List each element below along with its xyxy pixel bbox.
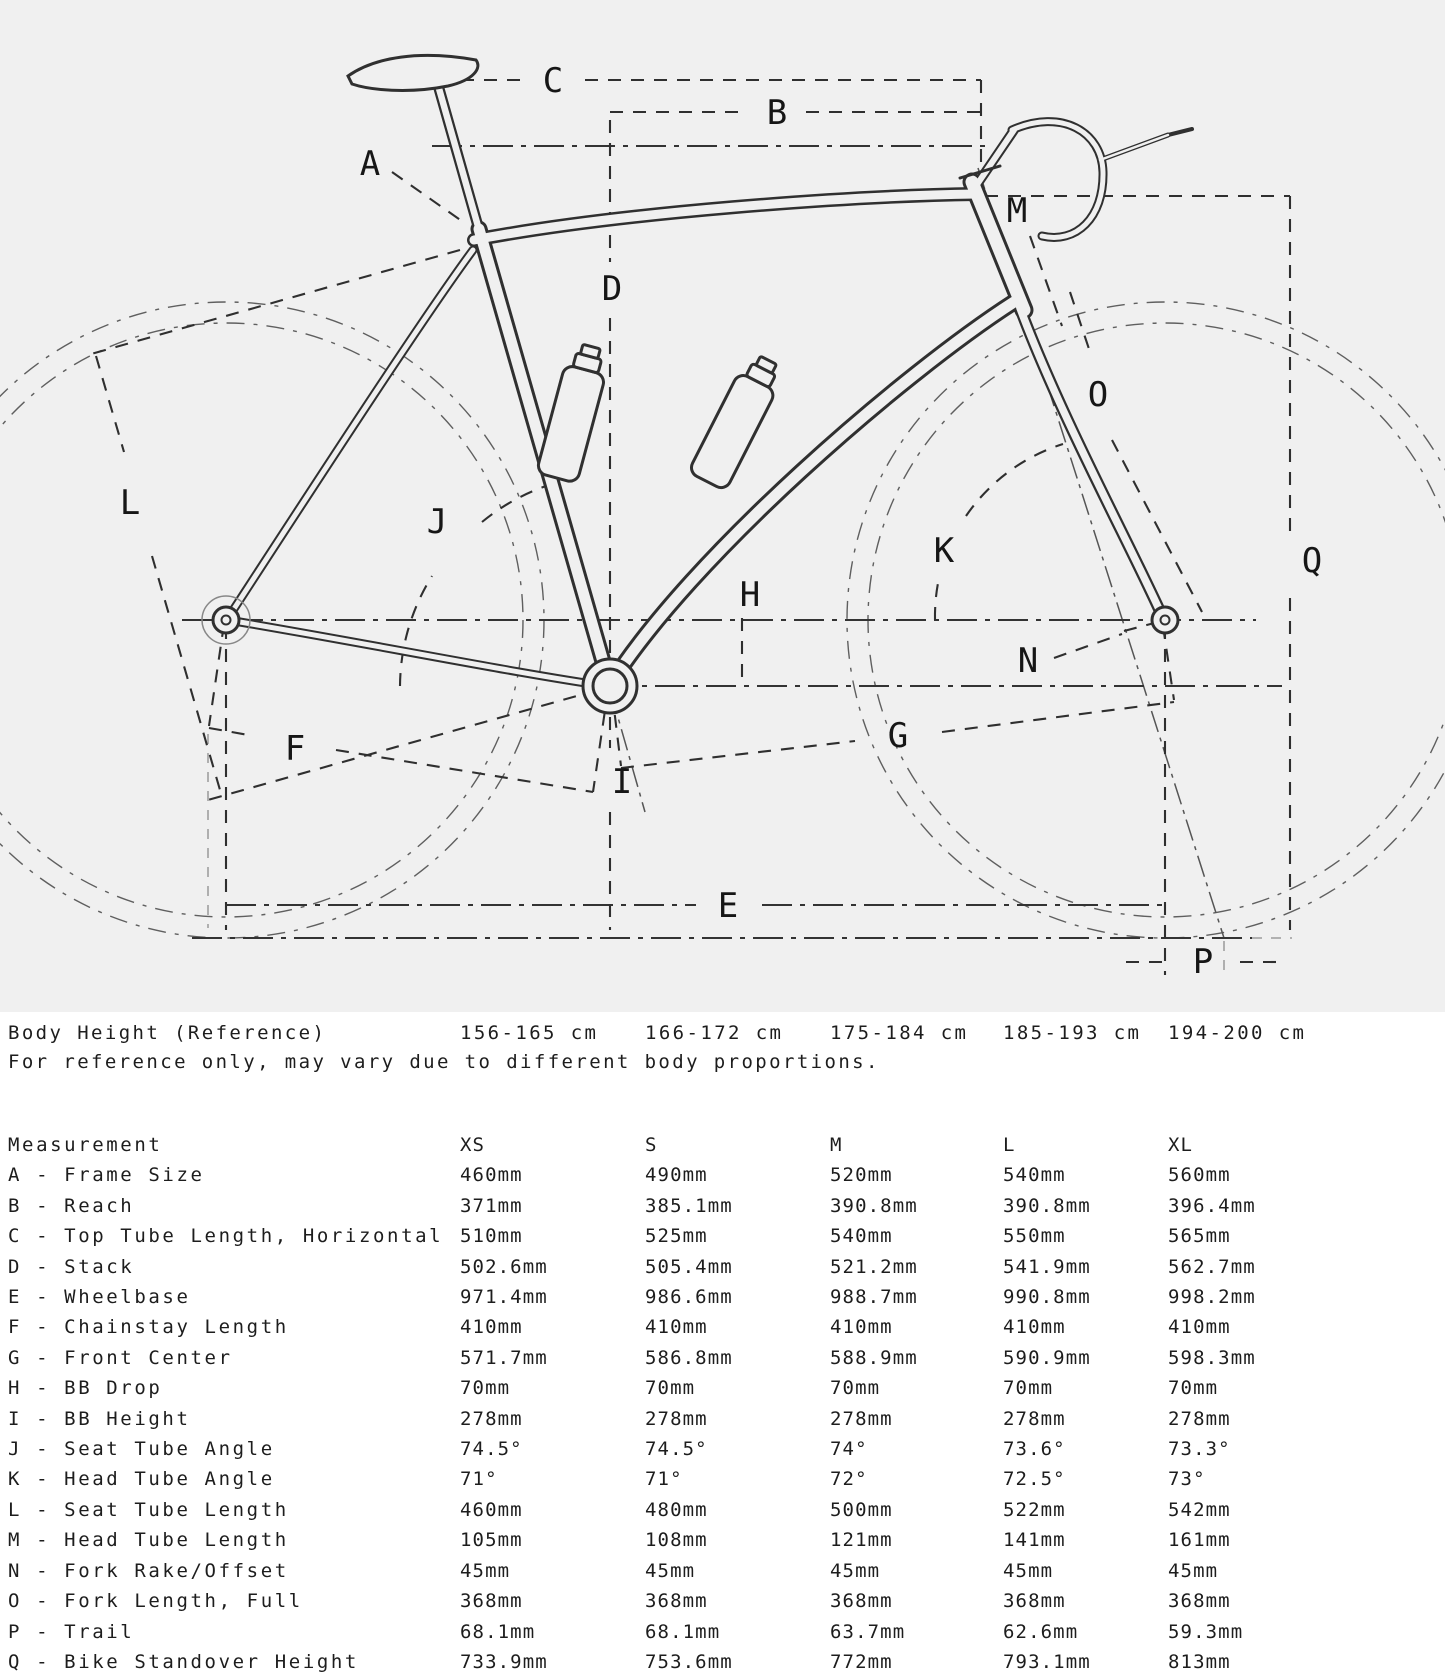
- water-bottle-icon: [536, 341, 612, 483]
- measurement-value: 542mm: [1168, 1498, 1231, 1521]
- measurement-value: 396.4mm: [1168, 1194, 1256, 1217]
- measurement-value: 73°: [1168, 1468, 1206, 1491]
- dim-label-C: C: [542, 61, 564, 101]
- dim-label-G: G: [887, 716, 909, 756]
- table-row: [0, 1404, 1445, 1434]
- measurement-value: 108mm: [645, 1529, 708, 1552]
- measurement-value: 71°: [460, 1468, 498, 1491]
- measurement-value: 70mm: [830, 1377, 881, 1400]
- measurement-value: 733.9mm: [460, 1650, 548, 1673]
- measurement-value: 540mm: [1003, 1164, 1066, 1187]
- measurement-value: 521.2mm: [830, 1255, 918, 1278]
- measurement-value: 562.7mm: [1168, 1255, 1256, 1278]
- measurement-rows: [0, 1160, 1445, 1677]
- measurement-label: K - Head Tube Angle: [8, 1468, 275, 1491]
- measurement-label: O - Fork Length, Full: [8, 1590, 303, 1613]
- table-row: [0, 1343, 1445, 1373]
- table-row: [0, 1434, 1445, 1464]
- measurement-value: 520mm: [830, 1164, 893, 1187]
- measurement-value: 278mm: [1003, 1407, 1066, 1430]
- measurement-value: 45mm: [645, 1559, 696, 1582]
- water-bottle-icon: [688, 351, 787, 491]
- measurement-value: 73.6°: [1003, 1438, 1066, 1461]
- measurement-value: 500mm: [830, 1498, 893, 1521]
- measurement-label: M - Head Tube Length: [8, 1529, 289, 1552]
- measurement-value: 371mm: [460, 1194, 523, 1217]
- front-hub-icon: [1152, 607, 1178, 633]
- measurement-header: Measurement: [8, 1134, 163, 1156]
- measurement-value: 71°: [645, 1468, 683, 1491]
- measurement-value: 368mm: [1003, 1590, 1066, 1613]
- body-height-row: [0, 1019, 1445, 1048]
- dim-label-N: N: [1017, 641, 1039, 681]
- measurement-value: 410mm: [460, 1316, 523, 1339]
- measurement-value: 971.4mm: [460, 1286, 548, 1309]
- table-row: [0, 1464, 1445, 1494]
- size-header: XS: [460, 1134, 486, 1156]
- measurement-value: 990.8mm: [1003, 1286, 1091, 1309]
- measurement-label: B - Reach: [8, 1194, 135, 1217]
- measurement-value: 68.1mm: [460, 1620, 536, 1643]
- dim-label-E: E: [717, 886, 739, 926]
- measurement-value: 278mm: [830, 1407, 893, 1430]
- measurement-label: Q - Bike Standover Height: [8, 1650, 359, 1673]
- measurement-value: 480mm: [645, 1498, 708, 1521]
- size-header: L: [1003, 1134, 1016, 1156]
- dim-label-K: K: [933, 531, 955, 571]
- measurement-value: 45mm: [1168, 1559, 1219, 1582]
- measurement-value: 410mm: [645, 1316, 708, 1339]
- measurement-value: 74°: [830, 1438, 868, 1461]
- body-height-value: 185-193 cm: [1003, 1022, 1142, 1044]
- dim-label-I: I: [611, 762, 633, 802]
- table-row: [0, 1556, 1445, 1586]
- measurement-label: G - Front Center: [8, 1346, 233, 1369]
- measurement-value: 385.1mm: [645, 1194, 733, 1217]
- table-header-row: [0, 1130, 1445, 1160]
- table-row: [0, 1586, 1445, 1616]
- measurement-label: E - Wheelbase: [8, 1286, 191, 1309]
- dim-label-P: P: [1192, 942, 1214, 982]
- measurement-value: 141mm: [1003, 1529, 1066, 1552]
- measurement-value: 793.1mm: [1003, 1650, 1091, 1673]
- saddle-icon: [348, 55, 478, 90]
- dim-label-A: A: [359, 144, 381, 184]
- measurement-value: 278mm: [645, 1407, 708, 1430]
- measurement-value: 45mm: [1003, 1559, 1054, 1582]
- measurement-value: 540mm: [830, 1225, 893, 1248]
- measurement-label: D - Stack: [8, 1255, 135, 1278]
- measurement-value: 368mm: [645, 1590, 708, 1613]
- measurement-label: H - BB Drop: [8, 1377, 163, 1400]
- dim-label-Q: Q: [1301, 541, 1323, 581]
- measurement-value: 598.3mm: [1168, 1346, 1256, 1369]
- measurement-value: 505.4mm: [645, 1255, 733, 1278]
- bottom-bracket-icon: [583, 659, 637, 713]
- measurement-value: 410mm: [1003, 1316, 1066, 1339]
- dim-label-D: D: [601, 269, 623, 309]
- body-height-value: 175-184 cm: [830, 1022, 969, 1044]
- measurement-value: 368mm: [460, 1590, 523, 1613]
- measurement-value: 390.8mm: [1003, 1194, 1091, 1217]
- measurement-value: 813mm: [1168, 1650, 1231, 1673]
- measurement-value: 70mm: [1168, 1377, 1219, 1400]
- measurement-value: 59.3mm: [1168, 1620, 1244, 1643]
- measurement-value: 590.9mm: [1003, 1346, 1091, 1369]
- body-height-value: 194-200 cm: [1168, 1022, 1307, 1044]
- measurement-value: 460mm: [460, 1164, 523, 1187]
- measurement-value: 588.9mm: [830, 1346, 918, 1369]
- measurement-value: 73.3°: [1168, 1438, 1231, 1461]
- measurement-value: 70mm: [460, 1377, 511, 1400]
- dim-label-J: J: [426, 502, 448, 542]
- dim-label-F: F: [284, 729, 306, 769]
- measurement-label: J - Seat Tube Angle: [8, 1438, 275, 1461]
- measurement-value: 460mm: [460, 1498, 523, 1521]
- measurement-value: 502.6mm: [460, 1255, 548, 1278]
- measurement-label: P - Trail: [8, 1620, 135, 1643]
- measurement-value: 586.8mm: [645, 1346, 733, 1369]
- measurement-value: 161mm: [1168, 1529, 1231, 1552]
- measurement-value: 510mm: [460, 1225, 523, 1248]
- measurement-value: 753.6mm: [645, 1650, 733, 1673]
- measurement-value: 988.7mm: [830, 1286, 918, 1309]
- measurement-value: 550mm: [1003, 1225, 1066, 1248]
- size-header: M: [830, 1134, 843, 1156]
- dim-label-H: H: [739, 575, 761, 615]
- dim-label-B: B: [766, 93, 788, 133]
- body-height-value: 156-165 cm: [460, 1022, 599, 1044]
- measurement-value: 490mm: [645, 1164, 708, 1187]
- measurement-value: 772mm: [830, 1650, 893, 1673]
- measurement-label: C - Top Tube Length, Horizontal: [8, 1225, 444, 1248]
- table-row: [0, 1221, 1445, 1251]
- size-header: XL: [1168, 1134, 1194, 1156]
- measurement-value: 121mm: [830, 1529, 893, 1552]
- table-row: [0, 1312, 1445, 1342]
- measurement-value: 68.1mm: [645, 1620, 721, 1643]
- measurement-value: 522mm: [1003, 1498, 1066, 1521]
- measurement-value: 278mm: [460, 1407, 523, 1430]
- dim-label-O: O: [1087, 375, 1109, 415]
- measurement-value: 410mm: [1168, 1316, 1231, 1339]
- measurement-value: 368mm: [1168, 1590, 1231, 1613]
- measurement-label: I - BB Height: [8, 1407, 191, 1430]
- body-height-note: For reference only, may vary due to different body proportions.: [8, 1051, 880, 1073]
- measurement-value: 410mm: [830, 1316, 893, 1339]
- dim-label-M: M: [1006, 191, 1028, 231]
- table-row: [0, 1191, 1445, 1221]
- table-row: [0, 1617, 1445, 1647]
- measurement-value: 571.7mm: [460, 1346, 548, 1369]
- table-row: [0, 1373, 1445, 1403]
- measurement-value: 72.5°: [1003, 1468, 1066, 1491]
- measurement-value: 998.2mm: [1168, 1286, 1256, 1309]
- measurement-value: 525mm: [645, 1225, 708, 1248]
- measurement-value: 74.5°: [460, 1438, 523, 1461]
- measurement-value: 368mm: [830, 1590, 893, 1613]
- spec-table-section: [0, 1012, 1445, 1677]
- table-row: [0, 1495, 1445, 1525]
- table-row: [0, 1252, 1445, 1282]
- body-height-value: 166-172 cm: [645, 1022, 784, 1044]
- body-height-label: Body Height (Reference): [8, 1022, 327, 1044]
- measurement-value: 45mm: [460, 1559, 511, 1582]
- measurement-value: 63.7mm: [830, 1620, 906, 1643]
- measurement-label: N - Fork Rake/Offset: [8, 1559, 289, 1582]
- table-row: [0, 1647, 1445, 1677]
- measurement-value: 70mm: [1003, 1377, 1054, 1400]
- table-row: [0, 1525, 1445, 1555]
- measurement-label: L - Seat Tube Length: [8, 1498, 289, 1521]
- measurement-value: 541.9mm: [1003, 1255, 1091, 1278]
- measurement-value: 560mm: [1168, 1164, 1231, 1187]
- table-row: [0, 1160, 1445, 1190]
- size-header: S: [645, 1134, 658, 1156]
- table-row: [0, 1282, 1445, 1312]
- dim-label-L: L: [119, 483, 141, 523]
- measurement-value: 390.8mm: [830, 1194, 918, 1217]
- measurement-value: 986.6mm: [645, 1286, 733, 1309]
- measurement-value: 62.6mm: [1003, 1620, 1079, 1643]
- measurement-value: 74.5°: [645, 1438, 708, 1461]
- measurement-label: F - Chainstay Length: [8, 1316, 289, 1339]
- measurement-value: 45mm: [830, 1559, 881, 1582]
- dimension-labels: [120, 61, 1322, 982]
- measurement-label: A - Frame Size: [8, 1164, 205, 1187]
- measurement-value: 565mm: [1168, 1225, 1231, 1248]
- measurement-value: 105mm: [460, 1529, 523, 1552]
- measurement-value: 278mm: [1168, 1407, 1231, 1430]
- measurement-value: 70mm: [645, 1377, 696, 1400]
- measurement-value: 72°: [830, 1468, 868, 1491]
